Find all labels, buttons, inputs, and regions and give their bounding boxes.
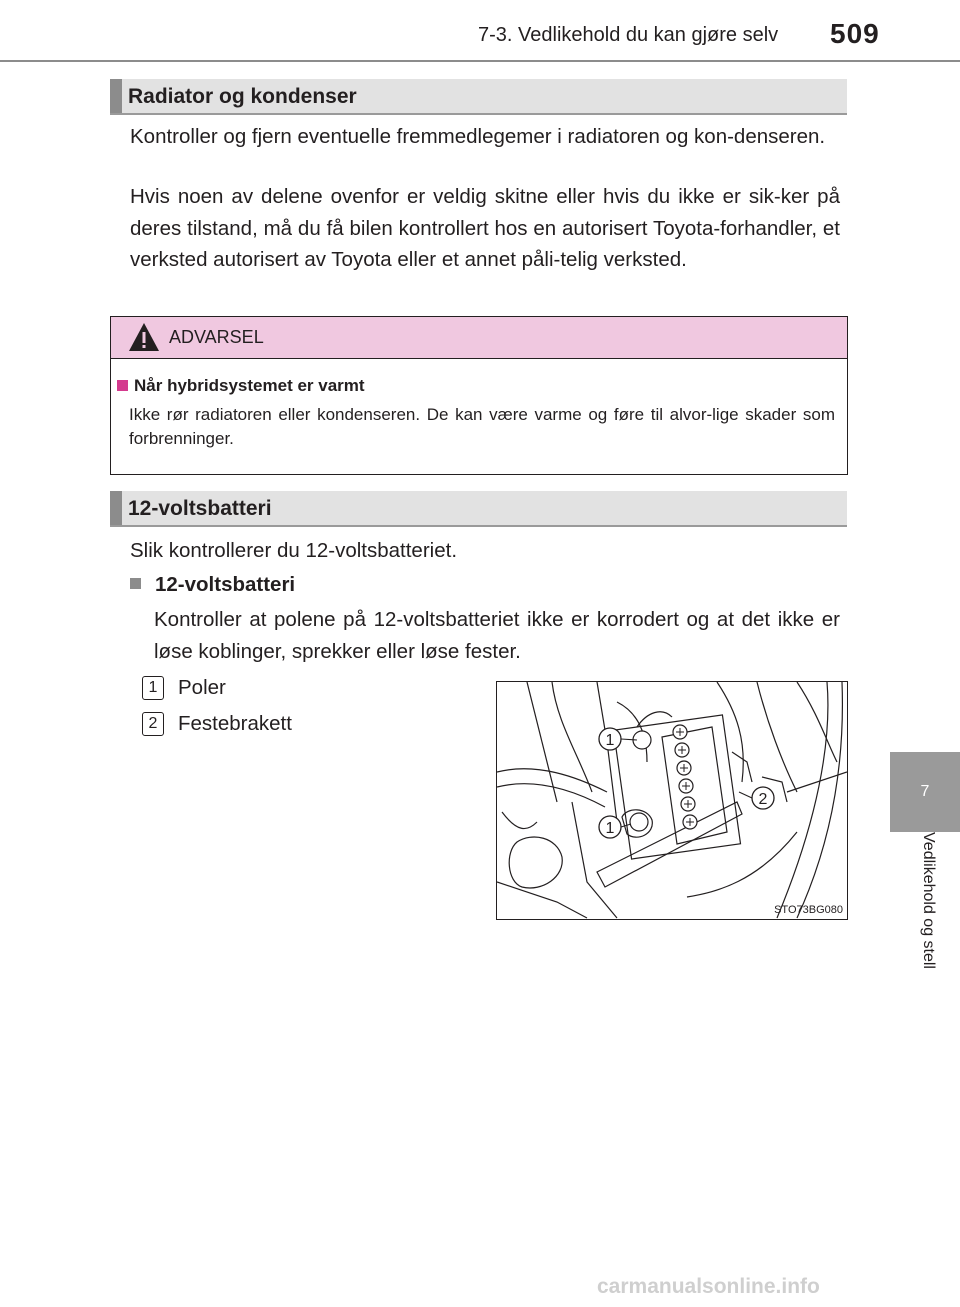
section-heading-label: 12-voltsbatteri xyxy=(128,497,272,520)
callout-1b xyxy=(599,816,621,838)
callout-2-label: 2 xyxy=(758,791,768,808)
figure-code: STO73BG080 xyxy=(774,904,843,916)
battery-illustration xyxy=(496,681,848,920)
legend-item xyxy=(142,712,292,736)
section-heading-label: Radiator og kondenser xyxy=(128,85,357,108)
chapter-side-label-text: Vedlikehold og stell xyxy=(920,832,937,969)
pink-square-icon xyxy=(117,380,128,391)
callout-2 xyxy=(752,787,774,809)
page-number: 509 xyxy=(830,18,880,49)
callout-1b-label: 1 xyxy=(605,820,615,837)
radiator-paragraph-2: Hvis noen av delene ovenfor er veldig skitne eller hvis du ikke er sik-ker på deres tilstand, må du få bilen kontrollert hos en autorisert Toyota-forhandler, et verksted autorisert av Toyota eller et annet påli-telig verksted. xyxy=(130,185,840,271)
callout-1a-label: 1 xyxy=(605,732,615,749)
gray-square-icon xyxy=(130,578,141,589)
legend-label: Poler xyxy=(178,676,226,699)
section-heading-bar xyxy=(110,79,122,113)
callout-1a xyxy=(599,728,621,750)
warning-subheading xyxy=(117,376,365,396)
section-heading-bar xyxy=(110,491,122,525)
warning-title: ADVARSEL xyxy=(169,327,264,347)
section-heading-radiator xyxy=(110,79,847,115)
legend-item xyxy=(142,676,226,700)
battery-intro: Slik kontrollerer du 12-voltsbatteriet. xyxy=(130,539,458,562)
footer-watermark: carmanualsonline.info xyxy=(597,1275,820,1298)
warning-box xyxy=(110,316,848,475)
header-title: 7-3. Vedlikehold du kan gjøre selv xyxy=(478,24,779,46)
legend-number-badge: 2 xyxy=(142,712,164,736)
chapter-tab: 7 xyxy=(890,752,960,832)
warning-triangle-icon xyxy=(127,321,161,353)
battery-line-drawing xyxy=(497,682,847,919)
legend-number-badge: 1 xyxy=(142,676,164,700)
warning-subheading-text: Når hybridsystemet er varmt xyxy=(134,376,365,395)
legend-label: Festebrakett xyxy=(178,712,292,735)
warning-text: Ikke rør radiatoren eller kondenseren. De kan være varme og føre til alvor-lige skader som forbrenninger. xyxy=(129,405,835,448)
radiator-paragraph-1: Kontroller og fjern eventuelle fremmedlegemer i radiatoren og kon-denseren. xyxy=(130,125,826,148)
section-heading-battery xyxy=(110,491,847,527)
battery-bullet-heading-text: 12-voltsbatteri xyxy=(155,573,296,596)
battery-bullet-heading xyxy=(130,573,295,597)
chapter-side-label xyxy=(890,832,960,1032)
battery-bullet-text: Kontroller at polene på 12-voltsbatteriet ikke er korrodert og at det ikke er løse koblinger, sprekker eller løse fester. xyxy=(154,608,840,663)
header-rule xyxy=(0,60,960,62)
warning-header xyxy=(111,317,847,359)
